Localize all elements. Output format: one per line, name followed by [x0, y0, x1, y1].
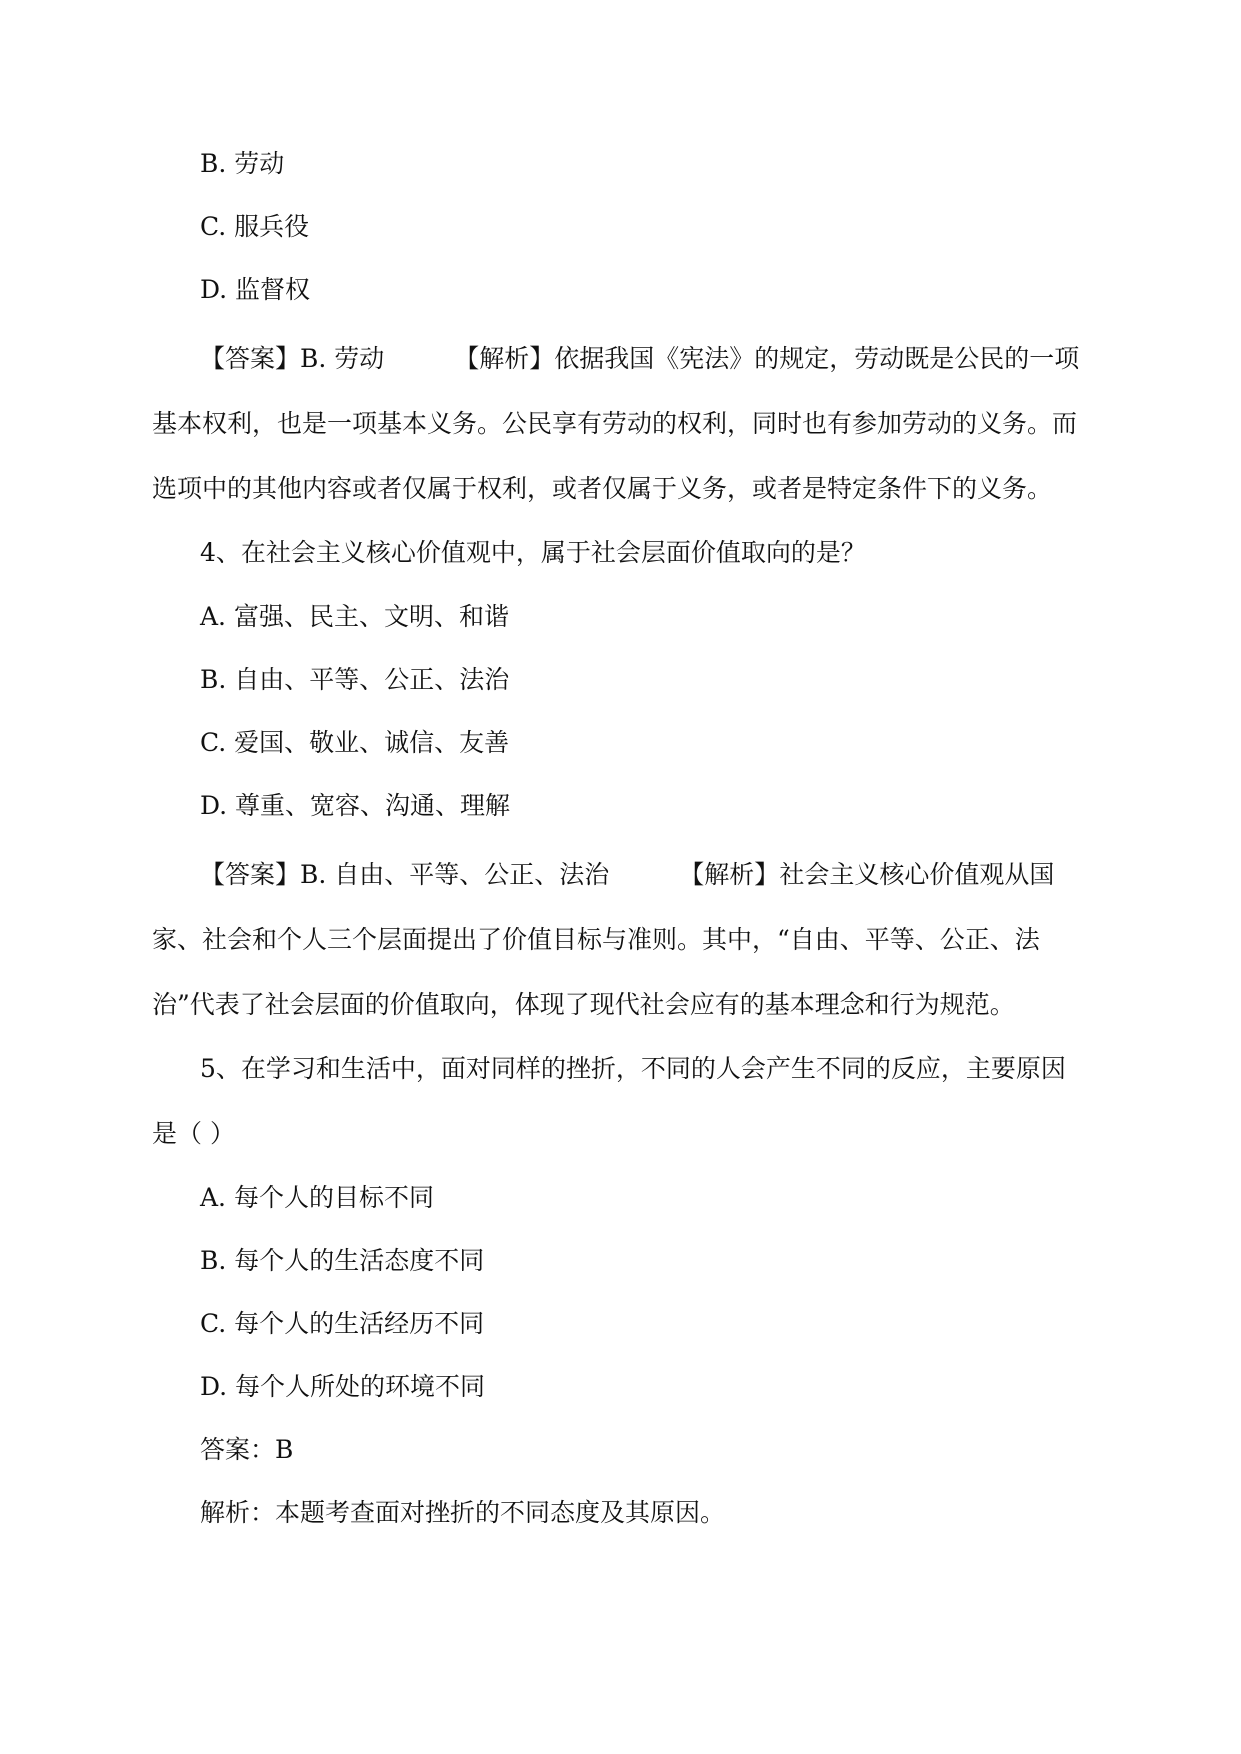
q3-answer-paragraph	[152, 326, 1090, 521]
q5-stem: 5、在学习和生活中，面对同样的挫折，不同的人会产生不同的反应，主要原因是（ ）	[152, 1054, 1066, 1148]
q5-option-b: B. 每个人的生活态度不同	[200, 1246, 485, 1275]
q5-analysis: 解析：本题考查面对挫折的不同态度及其原因。	[200, 1498, 726, 1527]
q4-answer-tag: 【答案】	[200, 860, 301, 889]
q5-option-c: C. 每个人的生活经历不同	[200, 1309, 485, 1338]
q3-answer: B. 劳动	[300, 344, 385, 373]
q3-analysis-tag: 【解析】	[454, 344, 555, 373]
q4-analysis-tag: 【解析】	[679, 860, 780, 889]
q5-option-a: A. 每个人的目标不同	[200, 1183, 434, 1212]
q5-answer: 答案：B	[200, 1435, 294, 1464]
q5-option-d: D. 每个人所处的环境不同	[200, 1372, 486, 1401]
q4-option-a: A. 富强、民主、文明、和谐	[200, 602, 509, 631]
q4-stem: 4、在社会主义核心价值观中，属于社会层面价值取向的是？	[200, 538, 866, 567]
q4-answer-paragraph	[152, 842, 1090, 1037]
q4-analysis: 社会主义核心价值观从国家、社会和个人三个层面提出了价值目标与准则。其中，“自由、平等、公正、法治”代表了社会层面的价值取向，体现了现代社会应有的基本理念和行为规范。	[152, 860, 1055, 1019]
q3-analysis: 依据我国《宪法》的规定，劳动既是公民的一项基本权利，也是一项基本义务。公民享有劳动的权利，同时也有参加劳动的义务。而选项中的其他内容或者仅属于权利，或者仅属于义务，或者是特定条件下的义务。	[152, 344, 1080, 503]
q4-option-c: C. 爱国、敬业、诚信、友善	[200, 728, 510, 757]
q4-answer: B. 自由、平等、公正、法治	[300, 860, 610, 889]
q4-option-b: B. 自由、平等、公正、法治	[200, 665, 510, 694]
q4-option-d: D. 尊重、宽容、沟通、理解	[200, 791, 511, 820]
q3-option-b: B. 劳动	[200, 149, 285, 178]
q3-answer-tag: 【答案】	[200, 344, 301, 373]
q3-option-d: D. 监督权	[200, 275, 311, 304]
q3-option-c: C. 服兵役	[200, 212, 310, 241]
